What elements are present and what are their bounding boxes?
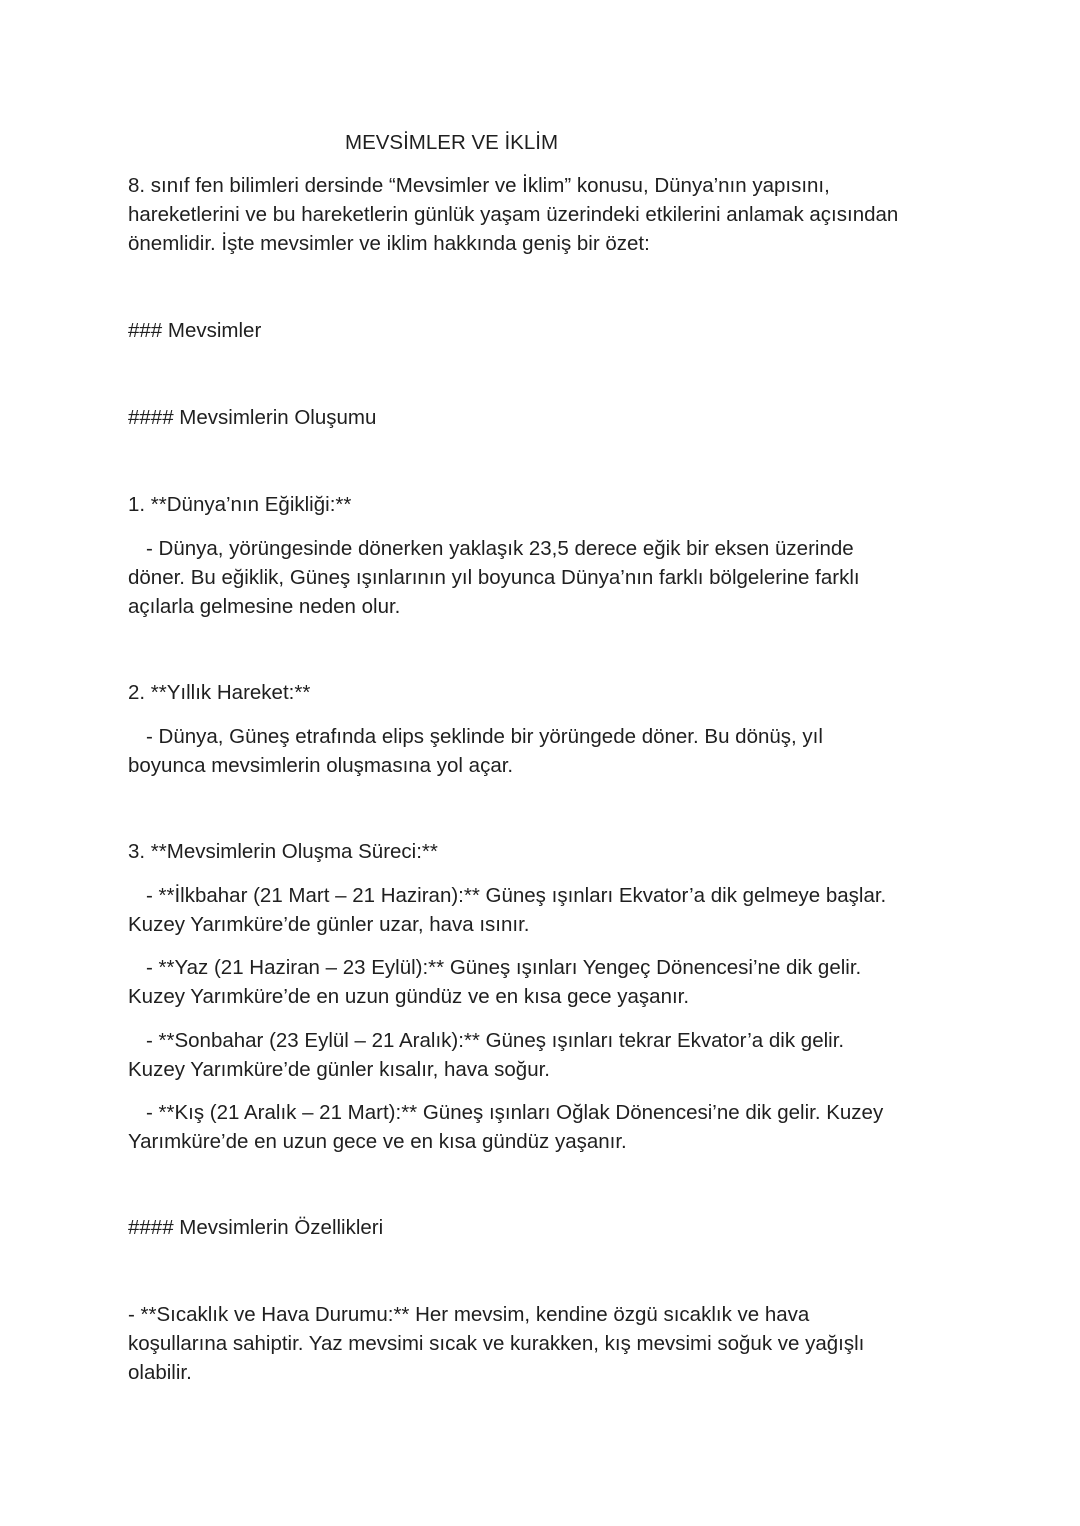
sicaklik-paragraph <box>128 1300 958 1387</box>
item2-paragraph <box>128 722 958 780</box>
intro-line: 8. sınıf fen bilimleri dersinde “Mevsimler ve İklim” konusu, Dünya’nın yapısını, <box>128 174 830 197</box>
yaz-line: Kuzey Yarımküre’de en uzun gündüz ve en kısa gece yaşanır. <box>128 985 690 1008</box>
kis-paragraph <box>128 1098 958 1156</box>
item1-title: 1. **Dünya’nın Eğikliği:** <box>128 493 352 516</box>
item3-title: 3. **Mevsimlerin Oluşma Süreci:** <box>128 840 438 863</box>
item1-line: döner. Bu eğiklik, Güneş ışınlarının yıl boyunca Dünya’nın farklı bölgelerine farklı <box>128 566 860 589</box>
item1-line: - Dünya, yörüngesinde dönerken yaklaşık 23,5 derece eğik bir eksen üzerinde <box>146 537 854 560</box>
intro-paragraph <box>128 171 958 258</box>
sonbahar-line: Kuzey Yarımküre’de günler kısalır, hava soğur. <box>128 1058 550 1081</box>
ilkbahar-line: Kuzey Yarımküre’de günler uzar, hava ısınır. <box>128 913 530 936</box>
kis-line: Yarımküre’de en uzun gece ve en kısa gündüz yaşanır. <box>128 1130 627 1153</box>
sonbahar-paragraph <box>128 1026 958 1084</box>
sicaklik-line: - **Sıcaklık ve Hava Durumu:** Her mevsim, kendine özgü sıcaklık ve hava <box>128 1303 810 1326</box>
sicaklik-line: koşullarına sahiptir. Yaz mevsimi sıcak ve kurakken, kış mevsimi soğuk ve yağışlı <box>128 1332 865 1355</box>
item1-line: açılarla gelmesine neden olur. <box>128 595 401 618</box>
item2-line: - Dünya, Güneş etrafında elips şeklinde bir yörüngede döner. Bu dönüş, yıl <box>146 725 823 748</box>
yaz-line: - **Yaz (21 Haziran – 23 Eylül):** Güneş ışınları Yengeç Dönencesi’ne dik gelir. <box>146 956 862 979</box>
sonbahar-line: - **Sonbahar (23 Eylül – 21 Aralık):** Güneş ışınları tekrar Ekvator’a dik gelir. <box>146 1029 845 1052</box>
heading-mevsimler: ### Mevsimler <box>128 319 262 342</box>
kis-line: - **Kış (21 Aralık – 21 Mart):** Güneş ışınları Oğlak Dönencesi’ne dik gelir. Kuzey <box>146 1101 884 1124</box>
yaz-paragraph <box>128 953 958 1011</box>
heading-mevsimlerin-olusumu: #### Mevsimlerin Oluşumu <box>128 406 377 429</box>
ilkbahar-line: - **İlkbahar (21 Mart – 21 Haziran):** Güneş ışınları Ekvator’a dik gelmeye başlar. <box>146 884 887 907</box>
ilkbahar-paragraph <box>128 881 958 939</box>
heading-mevsimlerin-ozellikleri: #### Mevsimlerin Özellikleri <box>128 1216 384 1239</box>
intro-line: önemlidir. İşte mevsimler ve iklim hakkında geniş bir özet: <box>128 232 650 255</box>
item2-line: boyunca mevsimlerin oluşmasına yol açar. <box>128 754 514 777</box>
intro-line: hareketlerini ve bu hareketlerin günlük yaşam üzerindeki etkilerini anlamak açısından <box>128 203 899 226</box>
document-title: MEVSİMLER VE İKLİM <box>345 131 559 154</box>
sicaklik-line: olabilir. <box>128 1361 192 1384</box>
item1-paragraph <box>128 534 958 621</box>
item2-title: 2. **Yıllık Hareket:** <box>128 681 311 704</box>
